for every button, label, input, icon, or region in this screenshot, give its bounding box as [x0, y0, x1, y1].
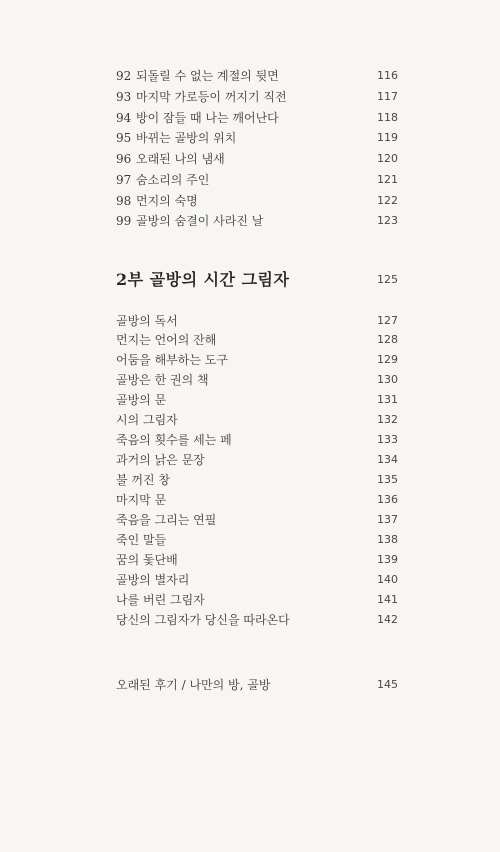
toc-entry[interactable] [0, 590, 500, 610]
toc-entry[interactable] [0, 490, 500, 510]
entry-number: 96 [116, 152, 132, 166]
toc-entry[interactable] [0, 470, 500, 490]
entry-title: 어둠을 해부하는 도구 [116, 353, 228, 367]
part-title: 2부 골방의 시간 그림자 [116, 270, 290, 289]
entry-page: 132 [377, 413, 398, 426]
entry-page: 141 [377, 593, 398, 606]
entry-title: 마지막 가로등이 꺼지기 직전 [136, 90, 287, 104]
entry-title: 먼지의 숙명 [136, 194, 198, 208]
toc-entry[interactable] [0, 330, 500, 350]
entry-page: 140 [377, 573, 398, 586]
toc-entry[interactable] [0, 191, 500, 211]
entry-number: 95 [116, 131, 132, 145]
entry-title: 나를 버린 그림자 [116, 593, 205, 607]
toc-entry[interactable] [0, 87, 500, 107]
toc-entry[interactable] [0, 108, 500, 128]
entry-title: 죽음의 횟수를 세는 페 [116, 433, 232, 447]
entry-title: 골방의 별자리 [116, 573, 190, 587]
toc-entry[interactable] [0, 410, 500, 430]
entry-number: 92 [116, 69, 132, 83]
entry-title: 골방의 문 [116, 393, 167, 407]
entry-title: 숨소리의 주인 [136, 173, 210, 187]
entry-page: 130 [377, 373, 398, 386]
entry-page: 122 [377, 194, 398, 207]
entry-title: 마지막 문 [116, 493, 167, 507]
entry-title: 방이 잠들 때 나는 깨어난다 [136, 111, 279, 125]
entry-page: 116 [377, 69, 398, 82]
entry-title: 꿈의 돛단배 [116, 553, 178, 567]
toc-entry[interactable] [0, 66, 500, 86]
toc-entry[interactable] [0, 211, 500, 231]
part-page: 125 [377, 273, 398, 286]
entry-page: 117 [377, 90, 398, 103]
toc-entry[interactable] [0, 430, 500, 450]
afterword-page: 145 [377, 678, 398, 691]
toc-entry[interactable] [0, 510, 500, 530]
entry-title: 불 꺼진 창 [116, 473, 170, 487]
entry-title: 골방의 독서 [116, 314, 178, 328]
entry-title: 오래된 나의 냄새 [136, 152, 225, 166]
entry-page: 121 [377, 173, 398, 186]
entry-title: 골방은 한 권의 책 [116, 373, 209, 387]
entry-page: 139 [377, 553, 398, 566]
entry-number: 99 [116, 214, 132, 228]
entry-page: 142 [377, 613, 398, 626]
toc-entry[interactable] [0, 370, 500, 390]
toc-entry[interactable] [0, 149, 500, 169]
toc-entry[interactable] [0, 530, 500, 550]
entry-title: 골방의 숨결이 사라진 날 [136, 214, 264, 228]
entry-number: 97 [116, 173, 132, 187]
entry-number: 93 [116, 90, 132, 104]
entry-title: 되돌릴 수 없는 계절의 뒷면 [136, 69, 279, 83]
entry-number: 98 [116, 194, 132, 208]
entry-title: 죽음을 그리는 연필 [116, 513, 217, 527]
entry-page: 120 [377, 152, 398, 165]
entry-title: 먼지는 언어의 잔해 [116, 333, 217, 347]
entry-title: 과거의 낡은 문장 [116, 453, 205, 467]
entry-page: 138 [377, 533, 398, 546]
entry-page: 135 [377, 473, 398, 486]
entry-page: 128 [377, 333, 398, 346]
entry-page: 137 [377, 513, 398, 526]
part-heading[interactable] [0, 266, 500, 294]
toc-entry[interactable] [0, 390, 500, 410]
entry-page: 118 [377, 111, 398, 124]
toc-entry[interactable] [0, 610, 500, 630]
entry-page: 136 [377, 493, 398, 506]
toc-entry[interactable] [0, 311, 500, 331]
entry-title: 시의 그림자 [116, 413, 178, 427]
toc-afterword[interactable] [0, 675, 500, 695]
entry-page: 127 [377, 314, 398, 327]
entry-number: 94 [116, 111, 132, 125]
entry-title: 당신의 그림자가 당신을 따라온다 [116, 613, 290, 627]
toc-entry[interactable] [0, 170, 500, 190]
entry-page: 123 [377, 214, 398, 227]
afterword-title: 오래된 후기 / 나만의 방, 골방 [116, 678, 271, 692]
entry-page: 133 [377, 433, 398, 446]
entry-page: 134 [377, 453, 398, 466]
entry-title: 바뀌는 골방의 위치 [136, 131, 237, 145]
toc-entry[interactable] [0, 128, 500, 148]
toc-entry[interactable] [0, 570, 500, 590]
entry-page: 129 [377, 353, 398, 366]
entry-page: 131 [377, 393, 398, 406]
entry-title: 죽인 말들 [116, 533, 167, 547]
toc-entry[interactable] [0, 350, 500, 370]
toc-entry[interactable] [0, 450, 500, 470]
entry-page: 119 [377, 131, 398, 144]
toc-entry[interactable] [0, 550, 500, 570]
